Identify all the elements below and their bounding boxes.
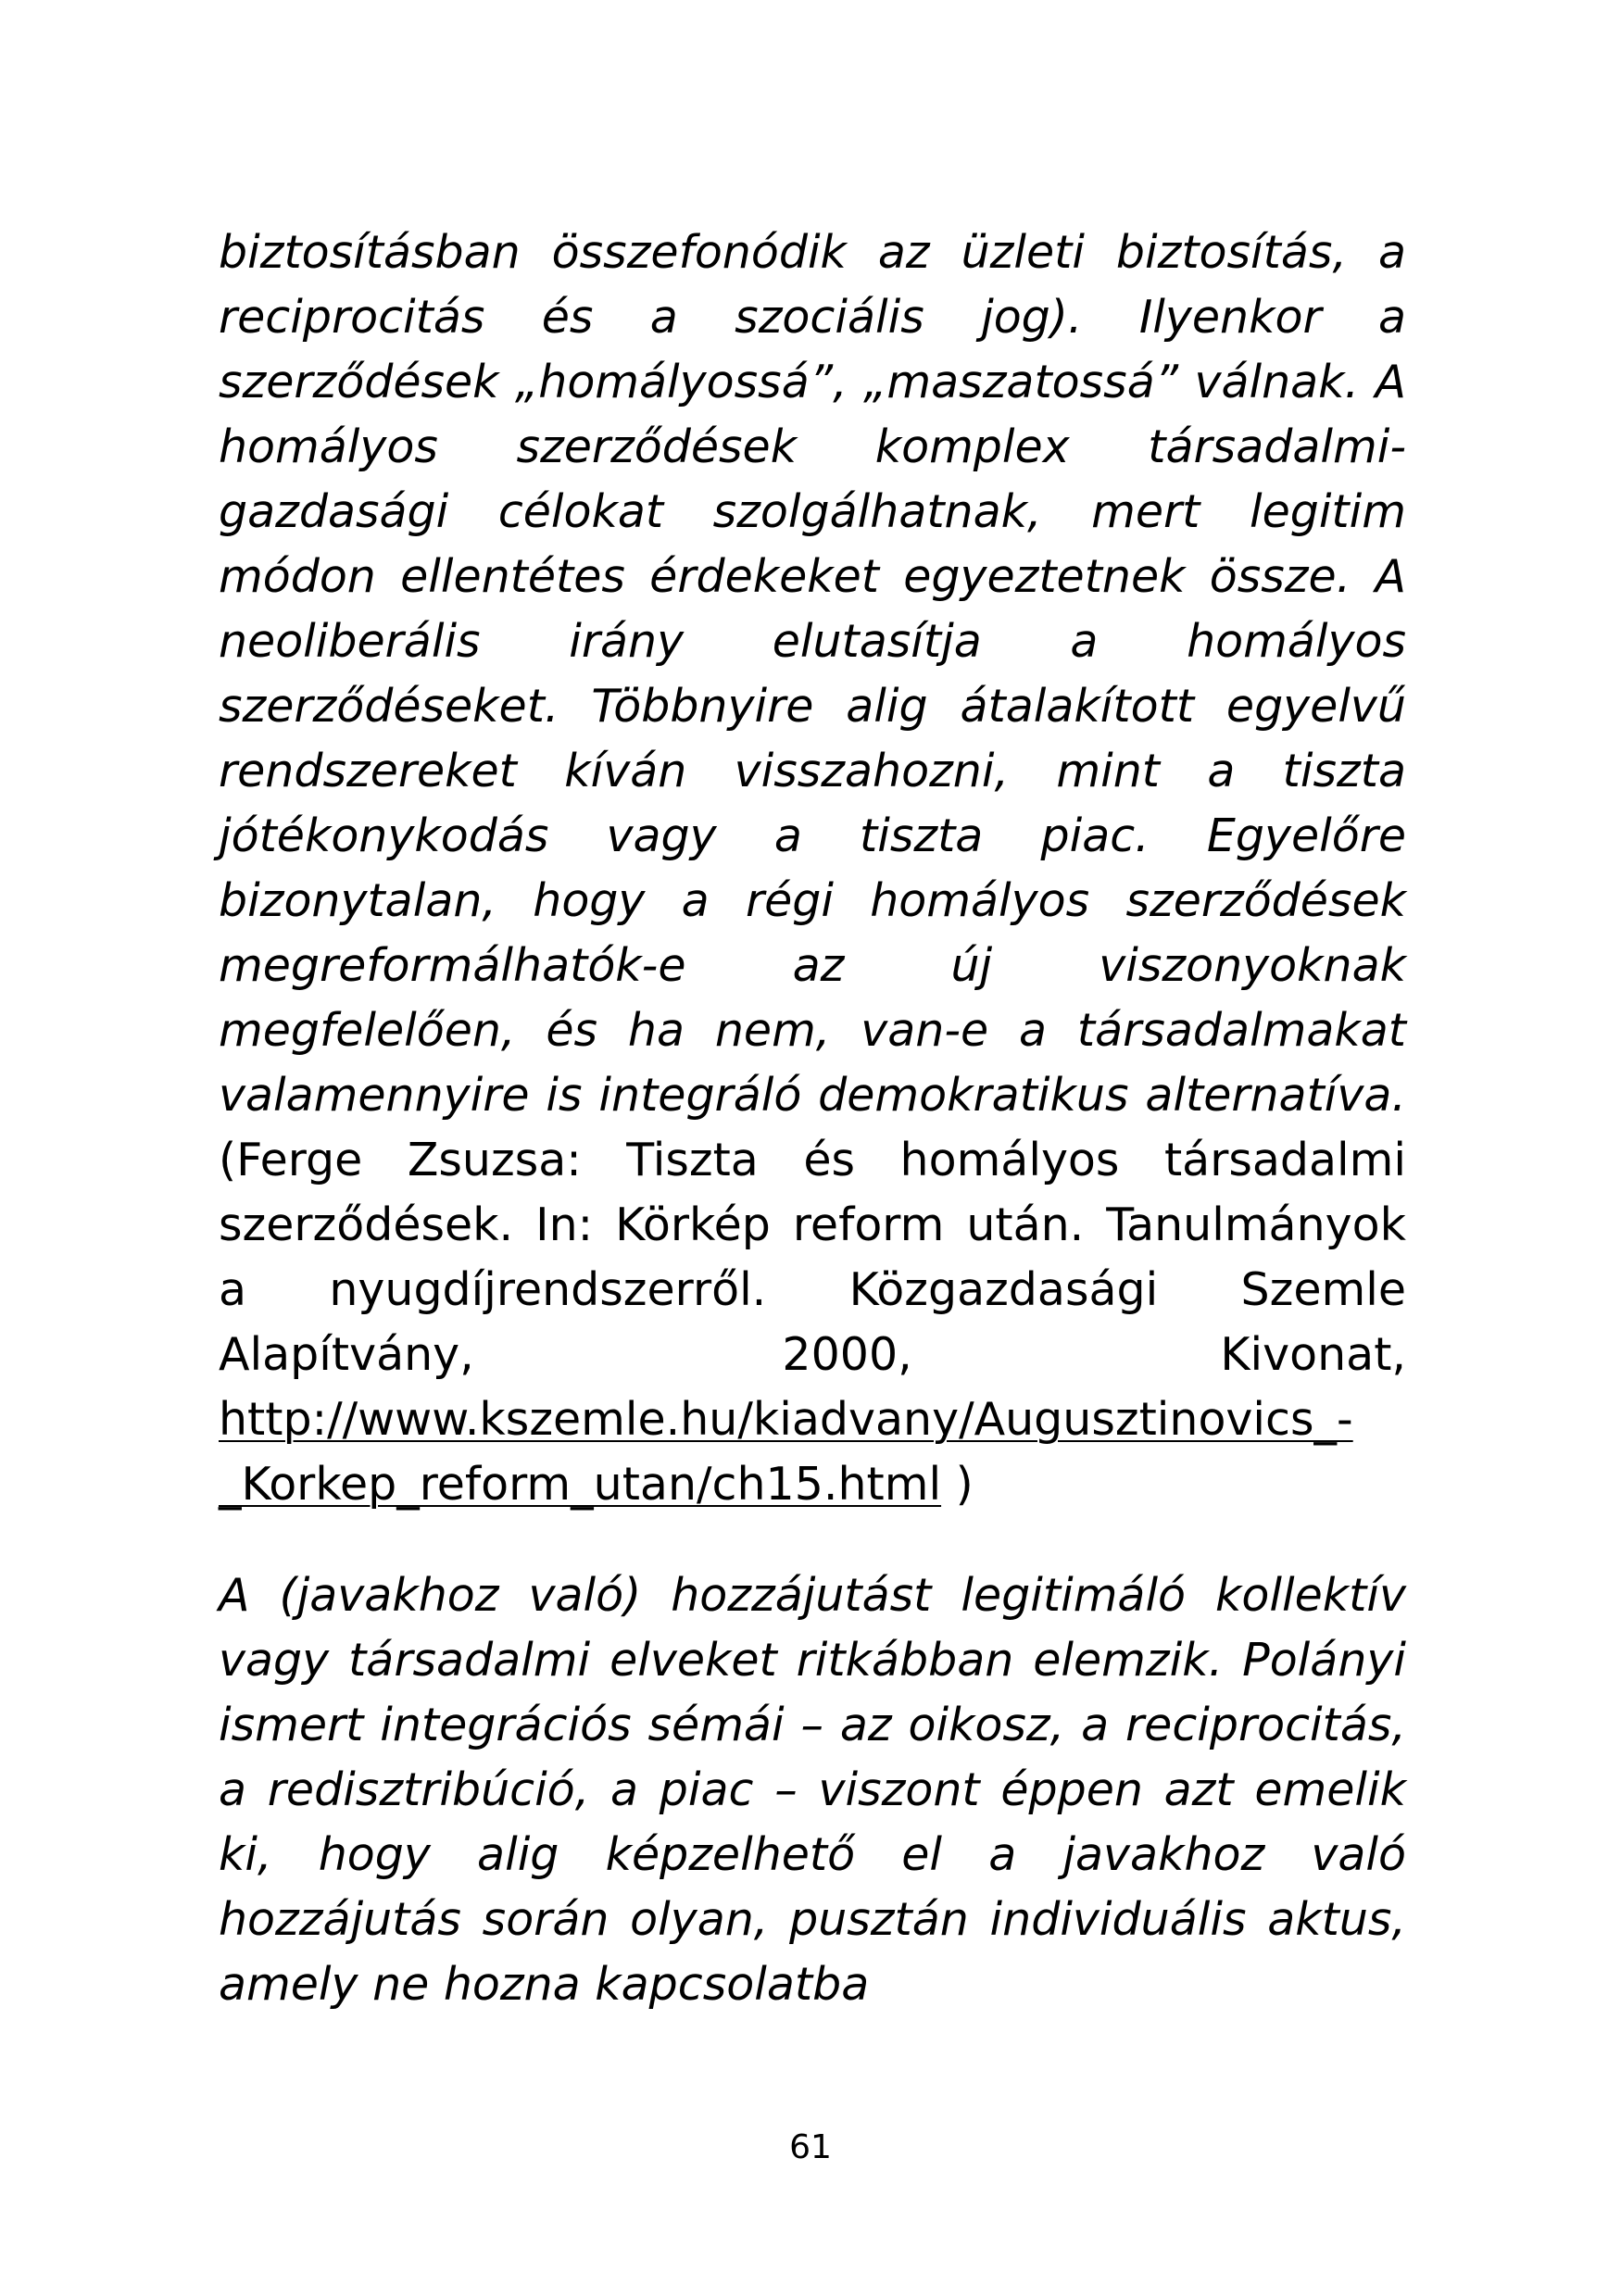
page-number: 61: [789, 2128, 832, 2166]
body-paragraph: A (javakhoz való) hozzájutást legitimáló kollektív vagy társadalmi elveket ritkábban elemzik. Polányi ismert integrációs sémái – az oikosz, a reciprocitás, a redisztribúció, a piac – viszont éppen azt emelik ki, hogy alig képzelhető el a javakhoz való hozzájutás során olyan, pusztán individuális aktus, amely ne hozna kapcsolatba: [219, 1569, 1406, 2011]
citation-url-link[interactable]: http://www.kszemle.hu/kiadvany/Augusztinovics_-_Korkep_reform_utan/ch15.html: [219, 1393, 1353, 1511]
citation-closing: ): [941, 1458, 974, 1511]
citation-text: (Ferge Zsuzsa: Tiszta és homályos társadalmi szerződések. In: Körkép reform után. Tanulmányok a nyugdíjrendszerről. Közgazdasági Szemle Alapítvány, 2000, Kivonat,: [219, 1134, 1406, 1381]
quote-text: biztosításban összefonódik az üzleti biztosítás, a reciprocitás és a szociális jog). Ilyenkor a szerződések „homályossá”, „maszatossá” válnak. A homályos szerződések komplex társadalmi-gazdasági célokat szolgálhatnak, mert legitim módon ellentétes érdekeket egyeztetnek össze. A neoliberális irány elutasítja a homályos szerződéseket. Többnyire alig átalakított egyelvű rendszereket kíván visszahozni, mint a tiszta jótékonykodás vagy a tiszta piac. Egyelőre bizonytalan, hogy a régi homályos szerződések megreformálhatók-e az új viszonyoknak megfelelően, és ha nem, van-e a társadalmakat valamennyire is integráló demokratikus alternatíva.: [219, 226, 1406, 1122]
quote-paragraph: [219, 220, 1406, 1517]
